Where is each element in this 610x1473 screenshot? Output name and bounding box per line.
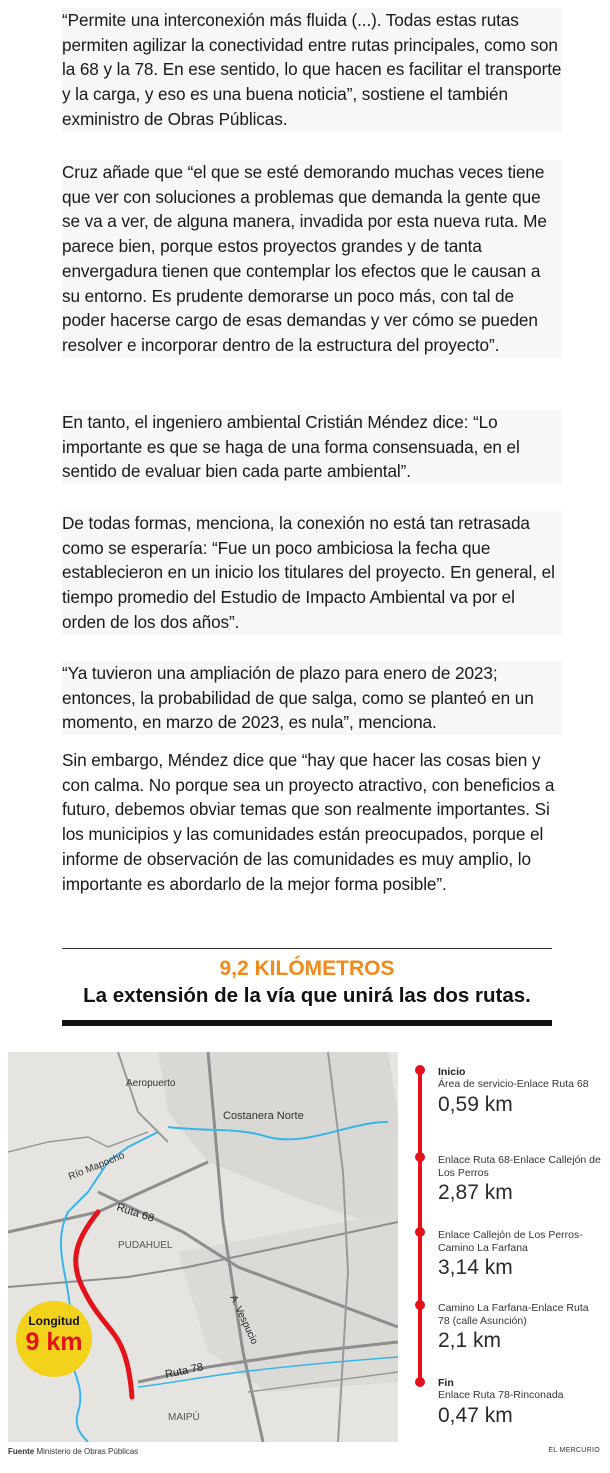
legend-dot [415, 1300, 425, 1310]
highlight-number: 9,2 KILÓMETROS [219, 957, 395, 980]
map-graphic [8, 1052, 398, 1442]
highlight-caption: La extensión de la vía que unirá las dos rutas. [83, 984, 531, 1007]
legend-stage-km: 0,59 km [438, 1092, 513, 1116]
legend-dot [415, 1377, 425, 1387]
map-label-aeropuerto: Aeropuerto [126, 1078, 176, 1089]
map-label-ruta-68: Ruta 68 [115, 1201, 156, 1225]
legend-stage-km: 2,87 km [438, 1181, 513, 1204]
legend-stage [438, 1154, 602, 1205]
legend-dot [415, 1227, 425, 1237]
map-label-ruta-78: Ruta 78 [164, 1361, 205, 1381]
footer-credit: EL MERCURIO [548, 1447, 600, 1454]
infographic-footer [8, 1447, 602, 1456]
length-badge-label: Longitud [28, 1314, 80, 1328]
length-badge-value: 9 km [25, 1328, 83, 1356]
map-label-rio-mapocho: Río Mapocho [67, 1150, 127, 1183]
article-paragraph: “Ya tuvieron una ampliación de plazo para enero de 2023; entonces, la probabilidad de que salga, como se planteó en un momento, en marzo de 2023, es nula”, menciona. [62, 661, 562, 735]
legend-dot [415, 1152, 425, 1162]
legend-stage-name: Camino La Farfana-Enlace Ruta 78 (calle Asunción) [438, 1302, 589, 1327]
legend-stage-km: 3,14 km [438, 1256, 513, 1279]
legend-stage-head: Fin [438, 1377, 454, 1389]
map-label-maipu: MAIPÚ [168, 1412, 200, 1423]
footer-source: Ministerio de Obras Públicas [36, 1447, 139, 1456]
article-paragraph: De todas formas, menciona, la conexión no está tan retrasada como se esperaría: “Fue un poco ambiciosa la fecha que establecieron en un inicio los titulares del proyecto. En general, el tiempo promedio del Estudio de Impacto Ambiental va por el orden de los dos años”. [62, 511, 562, 635]
legend-stage-km: 2,1 km [438, 1329, 502, 1352]
legend-stage-name: Enlace Ruta 68-Enlace Callejón de Los Perros [438, 1154, 601, 1179]
legend-stage [438, 1229, 602, 1280]
legend-track [406, 1052, 436, 1442]
route-infographic [8, 1052, 602, 1472]
legend-stage [438, 1302, 602, 1353]
legend-stage-name: Enlace Ruta 78-Rinconada [438, 1389, 564, 1401]
legend-stage-km: 0,47 km [438, 1403, 513, 1427]
legend-stage-name: Área de servicio-Enlace Ruta 68 [438, 1078, 589, 1090]
map-label-pudahuel: PUDAHUEL [118, 1240, 173, 1251]
highlight-top-rule [62, 948, 552, 949]
highlight-bottom-rule [62, 1020, 552, 1026]
map-label-vespucio: A. Vespucio [227, 1293, 260, 1347]
article-paragraph: Sin embargo, Méndez dice que “hay que hacer las cosas bien y con calma. No porque sea un proyecto atractivo, con beneficios a futuro, debemos obviar temas que son realmente importantes. Si los municipios y las comunidades están preocupados, porque el informe de observación de las comunidades es muy amplio, lo importante es abordarlo de la mejor forma posible”. [62, 750, 555, 894]
legend-stage [438, 1066, 589, 1117]
article-paragraph: En tanto, el ingeniero ambiental Cristián Méndez dice: “Lo importante es que se haga de una forma consensuada, en el sentido de evaluar bien cada parte ambiental”. [62, 410, 562, 484]
route-legend [406, 1052, 602, 1442]
footer-source-label: Fuente [8, 1447, 35, 1456]
legend-stage-name: Enlace Callejón de Los Perros-Camino La Farfana [438, 1229, 583, 1254]
article-paragraph: “Permite una interconexión más fluida (...). Todas estas rutas permiten agilizar la conectividad entre rutas principales, como son la 68 y la 78. En ese sentido, lo que hacen es facilitar el transporte y la carga, y eso es una buena noticia”, sostiene el también exministro de Obras Públicas. [62, 8, 562, 132]
map-label-costanera: Costanera Norte [223, 1110, 304, 1122]
route-map [8, 1052, 398, 1442]
article-paragraph: Cruz añade que “el que se esté demorando muchas veces tiene que ver con soluciones a problemas que demanda la gente que se va a ver, de alguna manera, invadida por esta nueva ruta. Me parece bien, porque estos proyectos grandes y de tanta envergadura tienen que contemplar los efectos que le causan a su entorno. Es prudente demorarse un poco más, con tal de poder hacerse cargo de esas demandas y ver cómo se pueden resolver e incorporar dentro de la estructura del proyecto”. [62, 160, 562, 358]
length-badge [16, 1301, 92, 1377]
legend-stage-head: Inicio [438, 1066, 466, 1078]
legend-dot [415, 1065, 425, 1075]
legend-stage [438, 1377, 564, 1428]
